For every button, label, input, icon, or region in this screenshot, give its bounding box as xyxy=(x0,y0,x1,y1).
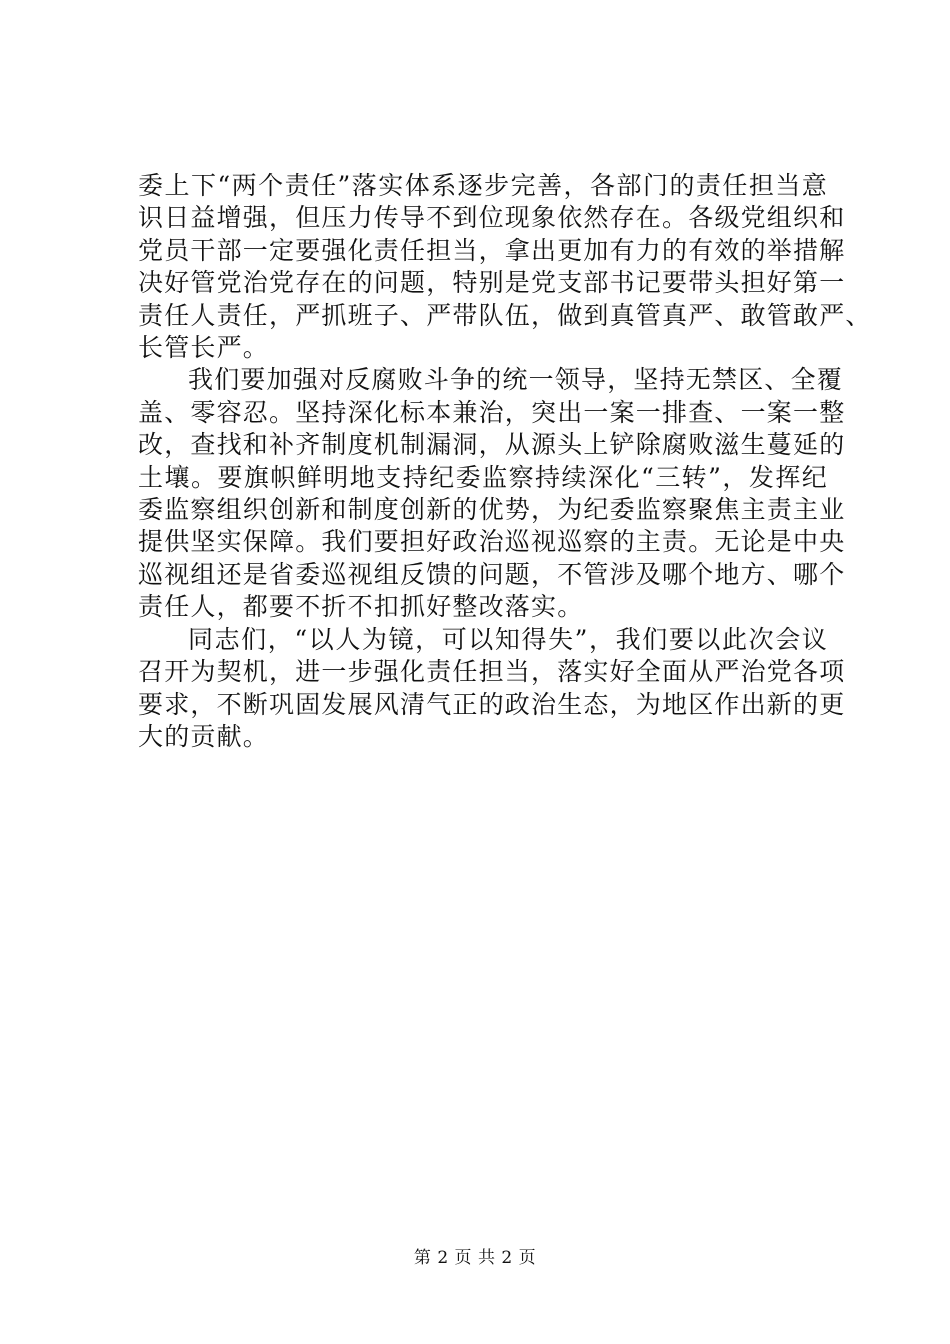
text-line: 责任人责任，严抓班子、严带队伍，做到真管真严、敢管敢严、 xyxy=(138,300,872,330)
text-line: 要求，不断巩固发展风清气正的政治生态，为地区作出新的更 xyxy=(138,689,846,719)
text-line: 决好管党治党存在的问题，特别是党支部书记要带头担好第一 xyxy=(138,268,846,298)
text-line: 土壤。要旗帜鲜明地支持纪委监察持续深化“三转”，发挥纪 xyxy=(138,462,828,492)
text-line: 党员干部一定要强化责任担当，拿出更加有力的有效的举措解 xyxy=(138,235,846,265)
paragraph-2 xyxy=(138,364,846,623)
text-line: 提供坚实保障。我们要担好政治巡视巡察的主责。无论是中央 xyxy=(138,527,846,557)
text-line: 改，查找和补齐制度机制漏洞，从源头上铲除腐败滋生蔓延的 xyxy=(138,430,846,460)
page-number-footer: 第 2 页 共 2 页 xyxy=(413,1248,537,1268)
document-body xyxy=(138,170,872,753)
text-line: 长管长严。 xyxy=(138,333,270,363)
text-line: 巡视组还是省委巡视组反馈的问题，不管涉及哪个地方、哪个 xyxy=(138,559,846,589)
text-line: 委上下“两个责任”落实体系逐步完善，各部门的责任担当意 xyxy=(138,171,828,200)
paragraph-1 xyxy=(138,170,872,364)
text-line: 责任人，都要不折不扣抓好整改落实。 xyxy=(138,592,584,622)
text-line: 大的贡献。 xyxy=(138,721,270,751)
text-line: 召开为契机，进一步强化责任担当，落实好全面从严治党各项 xyxy=(138,657,846,687)
paragraph-3 xyxy=(138,624,846,754)
text-line: 盖、零容忍。坚持深化标本兼治，突出一案一排查、一案一整 xyxy=(138,397,846,427)
text-line: 委监察组织创新和制度创新的优势，为纪委监察聚焦主责主业 xyxy=(138,495,846,525)
text-line: 同志们，“以人为镜，可以知得失”，我们要以此次会议 xyxy=(188,624,828,654)
text-line: 我们要加强对反腐败斗争的统一领导，坚持无禁区、全覆 xyxy=(188,365,844,395)
text-line: 识日益增强，但压力传导不到位现象依然存在。各级党组织和 xyxy=(138,203,846,233)
